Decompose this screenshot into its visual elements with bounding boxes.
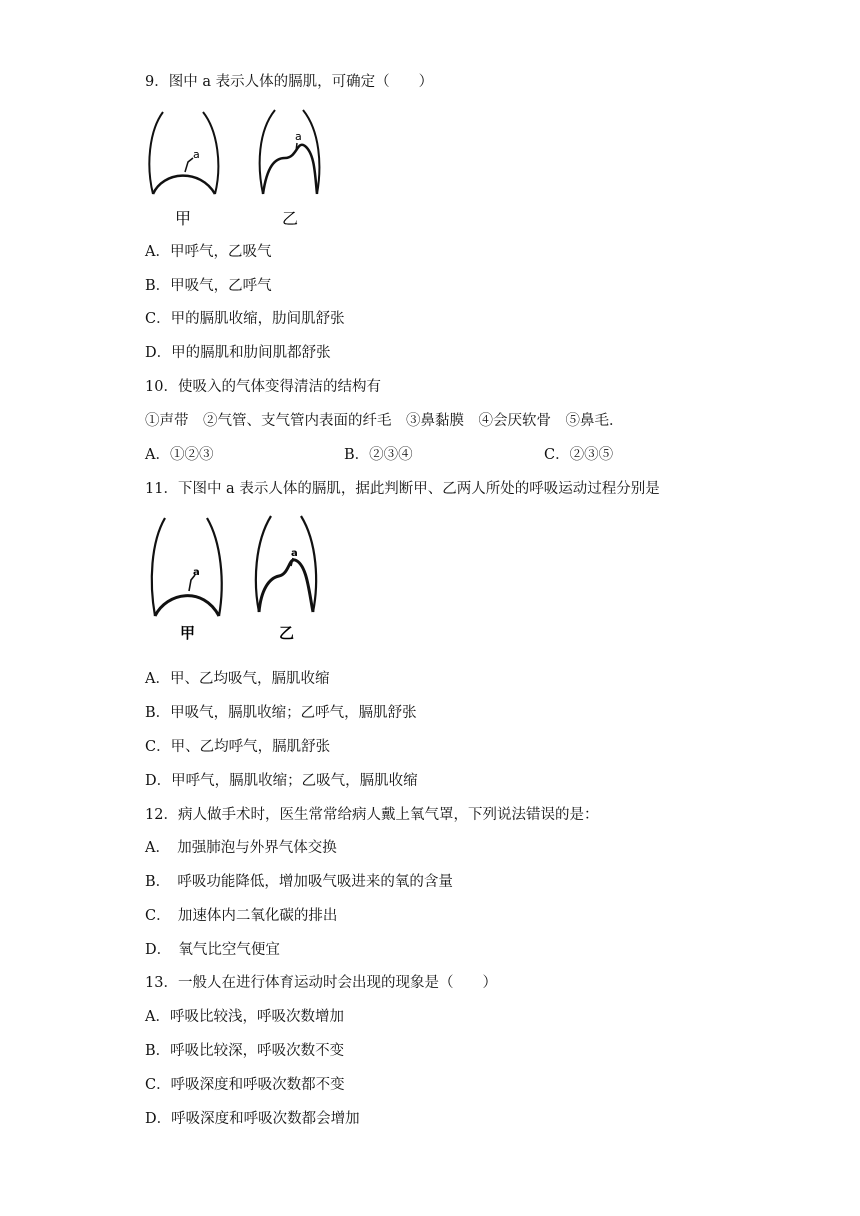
q9-option-c: C．甲的膈肌收缩，肋间肌舒张 (145, 311, 345, 327)
q10-stem: 10．使吸入的气体变得清洁的结构有 (145, 379, 381, 395)
q11-option-b: B．甲吸气，膈肌收缩；乙呼气，膈肌舒张 (145, 705, 417, 721)
q9-marker-jia: a (193, 148, 200, 161)
q10-option-a: A．①②③ (145, 447, 214, 463)
q11-diagram (145, 512, 335, 642)
q11-option-c: C．甲、乙均呼气，膈肌舒张 (145, 739, 331, 755)
q10-items: ①声带 ②气管、支气管内表面的纤毛 ③鼻黏膜 ④会厌软骨 ⑤鼻毛． (145, 413, 624, 429)
q13-option-c: C．呼吸深度和呼吸次数都不变 (145, 1077, 345, 1093)
q9-thorax-yi (260, 110, 320, 194)
q10-option-b: B．②③④ (344, 447, 413, 463)
q9-marker-yi: a (295, 130, 302, 143)
q12-option-c: C． 加速体内二氧化碳的排出 (145, 908, 338, 924)
q9-thorax-jia (149, 112, 218, 194)
q9-stem: 9．图中 a 表示人体的膈肌，可确定（ ） (145, 74, 434, 90)
q9-option-a: A．甲呼气，乙吸气 (145, 244, 272, 260)
q11-label-jia: 甲 (180, 624, 196, 642)
q9-label-jia: 甲 (175, 209, 192, 228)
q11-marker-yi: a (291, 548, 298, 559)
q13-option-a: A．呼吸比较浅，呼吸次数增加 (145, 1009, 344, 1025)
q11-option-a: A．甲、乙均吸气，膈肌收缩 (145, 671, 330, 687)
q13-option-b: B．呼吸比较深，呼吸次数不变 (145, 1043, 345, 1059)
q10-option-c: C．②③⑤ (544, 447, 614, 463)
q9-label-yi: 乙 (282, 209, 299, 228)
q11-thorax-jia (152, 518, 222, 616)
q9-option-d: D．甲的膈肌和肋间肌都舒张 (145, 345, 331, 361)
q9-option-b: B．甲吸气，乙呼气 (145, 278, 272, 294)
q12-option-b: B． 呼吸功能降低，增加吸气吸进来的氧的含量 (145, 874, 453, 890)
q12-stem: 12．病人做手术时，医生常常给病人戴上氧气罩，下列说法错误的是： (145, 807, 599, 823)
q9-diagram (145, 106, 335, 230)
q11-thorax-yi (256, 516, 316, 612)
q13-option-d: D．呼吸深度和呼吸次数都会增加 (145, 1111, 360, 1127)
q13-stem: 13．一般人在进行体育运动时会出现的现象是（ ） (145, 975, 497, 991)
q12-option-d: D． 氧气比空气便宜 (145, 942, 280, 958)
q11-label-yi: 乙 (279, 624, 295, 642)
q11-stem: 11．下图中 a 表示人体的膈肌，据此判断甲、乙两人所处的呼吸运动过程分别是 (145, 481, 660, 497)
q12-option-a: A． 加强肺泡与外界气体交换 (145, 840, 337, 856)
q11-option-d: D．甲呼气，膈肌收缩；乙吸气，膈肌收缩 (145, 773, 418, 789)
q11-marker-jia: a (193, 567, 200, 578)
